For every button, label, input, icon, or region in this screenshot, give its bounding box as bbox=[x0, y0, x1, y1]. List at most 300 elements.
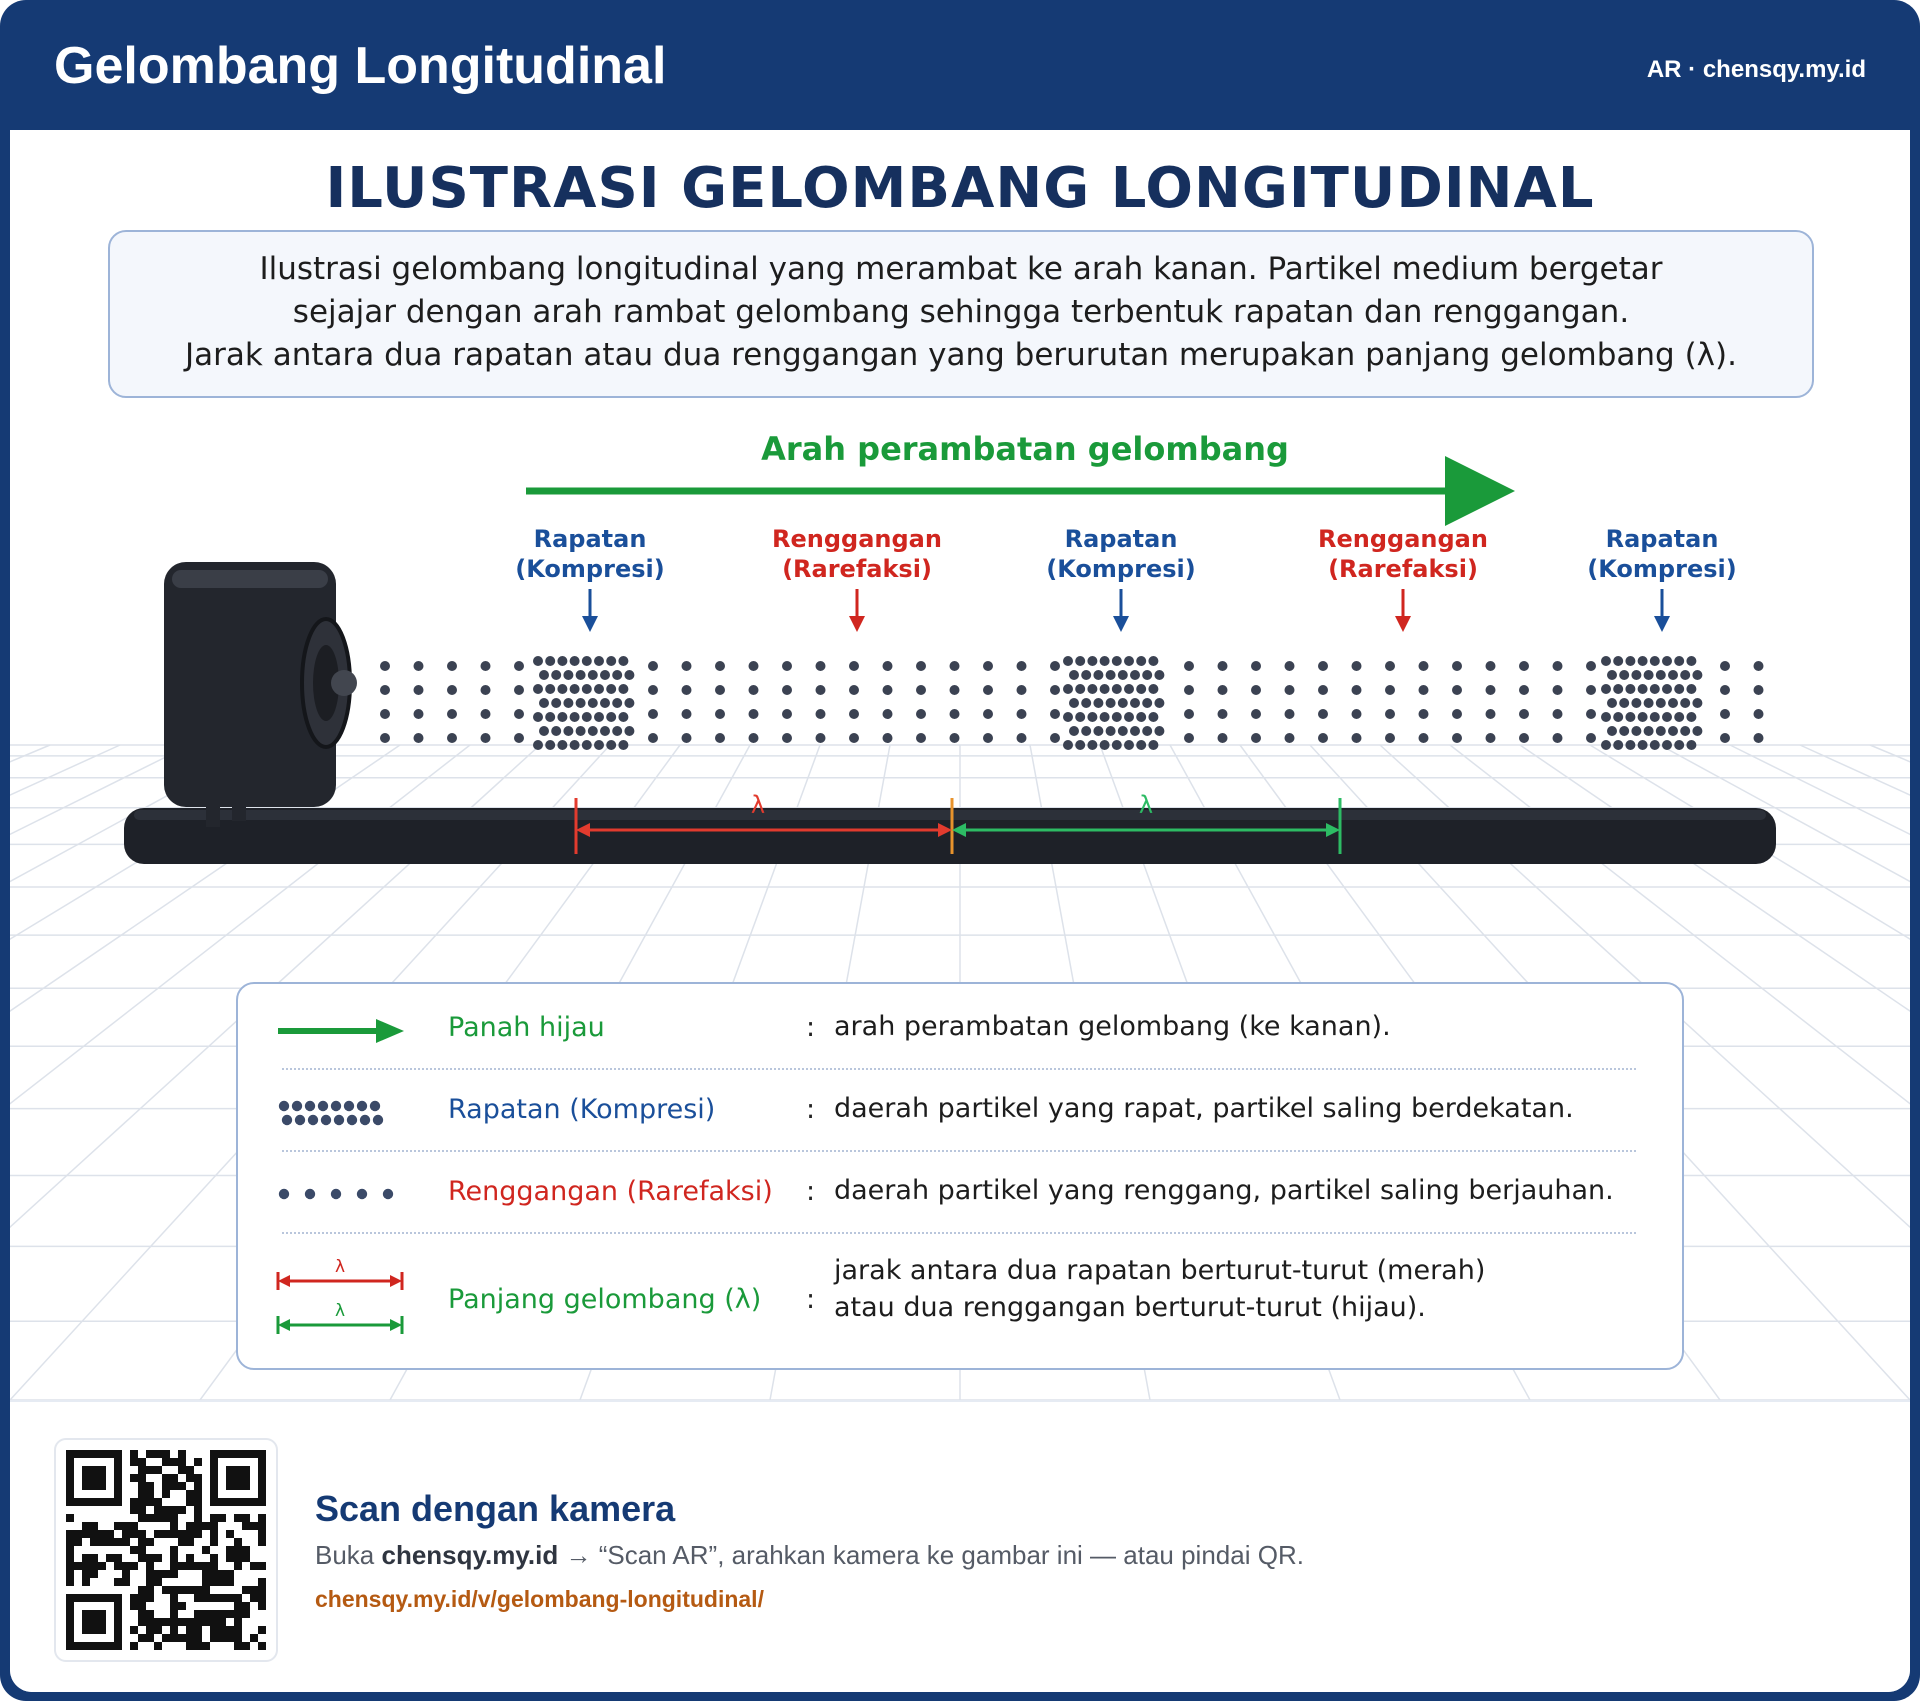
particle-dot bbox=[715, 709, 725, 719]
particle-dot bbox=[447, 709, 457, 719]
icon-dot bbox=[305, 1101, 315, 1111]
qr-module bbox=[226, 1594, 234, 1602]
qr-module bbox=[146, 1450, 154, 1458]
qr-module bbox=[138, 1538, 146, 1546]
compressed-particle bbox=[1069, 726, 1079, 736]
compressed-particle bbox=[1124, 656, 1134, 666]
content-panel bbox=[10, 130, 1910, 1692]
compressed-particle bbox=[1613, 684, 1623, 694]
sparse-particles-icon bbox=[276, 1178, 396, 1212]
particle-dot bbox=[883, 661, 893, 671]
compressed-particle bbox=[1607, 698, 1617, 708]
particle-dot bbox=[1318, 709, 1328, 719]
compressed-particle bbox=[582, 712, 592, 722]
particle-dot bbox=[1285, 733, 1295, 743]
compressed-particle bbox=[1069, 698, 1079, 708]
compressed-particle bbox=[1607, 726, 1617, 736]
particle-dot bbox=[514, 709, 524, 719]
pointer-head bbox=[1113, 616, 1129, 632]
compressed-particle bbox=[588, 670, 598, 680]
particle-dot bbox=[1050, 709, 1060, 719]
compressed-particle bbox=[1136, 684, 1146, 694]
description-line: Ilustrasi gelombang longitudinal yang merambat ke arah kanan. Partikel medium bergetar bbox=[259, 251, 1663, 287]
qr-module bbox=[194, 1530, 202, 1538]
qr-module bbox=[194, 1618, 202, 1626]
particle-dot bbox=[1385, 709, 1395, 719]
qr-module bbox=[250, 1634, 258, 1642]
qr-module bbox=[170, 1546, 178, 1554]
icon-dot bbox=[357, 1101, 367, 1111]
qr-module bbox=[146, 1482, 154, 1490]
legend-row-wavelength bbox=[238, 1254, 1686, 1350]
qr-module bbox=[194, 1586, 202, 1594]
compressed-particle bbox=[618, 684, 628, 694]
compressed-particle bbox=[1686, 740, 1696, 750]
qr-module bbox=[154, 1498, 162, 1506]
particle-dot bbox=[1285, 709, 1295, 719]
compressed-particle bbox=[582, 656, 592, 666]
qr-module bbox=[154, 1450, 162, 1458]
compressed-particle bbox=[600, 698, 610, 708]
qr-module bbox=[146, 1618, 154, 1626]
qr-module bbox=[178, 1458, 186, 1466]
qr-code-icon[interactable] bbox=[66, 1450, 266, 1650]
icon-dot bbox=[282, 1115, 292, 1125]
legend-colon: : bbox=[806, 1284, 816, 1315]
compressed-particle bbox=[545, 740, 555, 750]
particle-dot bbox=[481, 709, 491, 719]
qr-module bbox=[74, 1530, 82, 1538]
compressed-particle bbox=[1674, 740, 1684, 750]
qr-module bbox=[90, 1554, 98, 1562]
qr-module bbox=[154, 1514, 162, 1522]
compressed-particle bbox=[1093, 726, 1103, 736]
particle-dot bbox=[1586, 661, 1596, 671]
qr-module bbox=[210, 1618, 218, 1626]
compressed-particle bbox=[1063, 656, 1073, 666]
icon-dot bbox=[383, 1189, 393, 1199]
qr-module bbox=[114, 1562, 122, 1570]
compressed-particle bbox=[1081, 698, 1091, 708]
qr-module bbox=[194, 1458, 202, 1466]
label-line: (Rarefaksi) bbox=[1328, 555, 1478, 583]
compressed-particle bbox=[588, 726, 598, 736]
compressed-particle bbox=[1650, 656, 1660, 666]
compressed-particle bbox=[551, 670, 561, 680]
qr-module bbox=[210, 1538, 218, 1546]
qr-module bbox=[194, 1474, 202, 1482]
qr-module bbox=[98, 1530, 106, 1538]
particle-dot bbox=[1352, 661, 1362, 671]
qr-module bbox=[242, 1642, 250, 1650]
qr-module bbox=[146, 1490, 154, 1498]
compressed-particle bbox=[545, 656, 555, 666]
qr-module bbox=[162, 1450, 170, 1458]
qr-module bbox=[194, 1594, 202, 1602]
qr-module bbox=[146, 1554, 154, 1562]
particle-dot bbox=[916, 733, 926, 743]
qr-module bbox=[82, 1522, 90, 1530]
particle-dot bbox=[715, 733, 725, 743]
qr-module bbox=[210, 1514, 218, 1522]
qr-module bbox=[258, 1562, 266, 1570]
particle-dot bbox=[1318, 733, 1328, 743]
compressed-particle bbox=[1625, 740, 1635, 750]
qr-module bbox=[106, 1554, 114, 1562]
wavelength-icon bbox=[276, 1254, 408, 1346]
particle-dot bbox=[782, 733, 792, 743]
legend-term: Panjang gelombang (λ) bbox=[448, 1284, 762, 1315]
qr-module bbox=[186, 1490, 194, 1498]
compressed-particle bbox=[1686, 712, 1696, 722]
compressed-particle bbox=[1601, 684, 1611, 694]
qr-module bbox=[258, 1602, 266, 1610]
qr-module bbox=[186, 1554, 194, 1562]
particle-dot bbox=[782, 709, 792, 719]
qr-module bbox=[218, 1626, 226, 1634]
qr-module bbox=[130, 1458, 138, 1466]
qr-module bbox=[82, 1530, 90, 1538]
qr-module bbox=[234, 1594, 242, 1602]
particle-dot bbox=[1519, 733, 1529, 743]
qr-module bbox=[218, 1570, 226, 1578]
qr-module bbox=[258, 1626, 266, 1634]
compressed-particle bbox=[1644, 698, 1654, 708]
qr-module bbox=[226, 1554, 234, 1562]
icon-dot bbox=[279, 1189, 289, 1199]
particle-dot bbox=[816, 733, 826, 743]
pointer-head bbox=[582, 616, 598, 632]
compressed-particle bbox=[1613, 656, 1623, 666]
particle-dot bbox=[1720, 709, 1730, 719]
compressed-particle bbox=[1118, 698, 1128, 708]
qr-module bbox=[210, 1554, 218, 1562]
compressed-particle bbox=[1124, 740, 1134, 750]
particle-dot bbox=[849, 733, 859, 743]
qr-module bbox=[234, 1626, 242, 1634]
direction-label: Arah perambatan gelombang bbox=[761, 430, 1289, 468]
icon-dot bbox=[334, 1115, 344, 1125]
qr-module bbox=[178, 1634, 186, 1642]
icon-dot bbox=[279, 1101, 289, 1111]
icon-dot bbox=[373, 1115, 383, 1125]
qr-module bbox=[218, 1578, 226, 1586]
particle-dot bbox=[648, 709, 658, 719]
compressed-particle bbox=[624, 698, 634, 708]
compressed-particle bbox=[1644, 726, 1654, 736]
qr-module bbox=[66, 1546, 74, 1554]
particle-dot bbox=[1486, 733, 1496, 743]
compressed-particle bbox=[539, 698, 549, 708]
icon-dot bbox=[321, 1115, 331, 1125]
compressed-particle bbox=[1124, 684, 1134, 694]
qr-module bbox=[162, 1618, 170, 1626]
qr-module bbox=[242, 1610, 250, 1618]
qr-module bbox=[162, 1634, 170, 1642]
qr-module bbox=[234, 1562, 242, 1570]
illustration bbox=[10, 130, 1910, 1400]
lambda-red-label: λ bbox=[750, 791, 766, 819]
particle-dot bbox=[1184, 685, 1194, 695]
particle-dot bbox=[715, 661, 725, 671]
dense-particles-icon bbox=[276, 1096, 396, 1130]
compressed-particle bbox=[1154, 698, 1164, 708]
particle-dot bbox=[1419, 685, 1429, 695]
qr-module bbox=[162, 1482, 170, 1490]
particle-dot bbox=[1519, 709, 1529, 719]
particle-dot bbox=[414, 661, 424, 671]
particle-dot bbox=[1452, 661, 1462, 671]
compressed-particle bbox=[563, 670, 573, 680]
qr-module bbox=[186, 1634, 194, 1642]
compressed-particle bbox=[533, 684, 543, 694]
compressed-particle bbox=[1063, 740, 1073, 750]
legend-term: Renggangan (Rarefaksi) bbox=[448, 1176, 773, 1207]
particle-dot bbox=[782, 685, 792, 695]
particle-dot bbox=[1218, 709, 1228, 719]
qr-module bbox=[210, 1578, 218, 1586]
compressed-particle bbox=[1674, 712, 1684, 722]
compressed-particle bbox=[1692, 698, 1702, 708]
qr-module bbox=[130, 1506, 138, 1514]
qr-module bbox=[202, 1570, 210, 1578]
qr-module bbox=[82, 1578, 90, 1586]
compressed-particle bbox=[1674, 656, 1684, 666]
compressed-particle bbox=[1607, 670, 1617, 680]
qr-module bbox=[258, 1538, 266, 1546]
qr-module bbox=[66, 1562, 74, 1570]
qr-module bbox=[90, 1538, 98, 1546]
scan-instructions bbox=[315, 1540, 1304, 1571]
qr-module bbox=[210, 1522, 218, 1530]
qr-module bbox=[250, 1586, 258, 1594]
particle-dot bbox=[1486, 661, 1496, 671]
compressed-particle bbox=[1136, 712, 1146, 722]
particle-dot bbox=[1352, 709, 1362, 719]
compressed-particle bbox=[570, 712, 580, 722]
qr-module bbox=[162, 1530, 170, 1538]
compressed-particle bbox=[1130, 670, 1140, 680]
particle-dot bbox=[1385, 733, 1395, 743]
qr-module bbox=[178, 1482, 186, 1490]
compressed-particle bbox=[570, 656, 580, 666]
compressed-particle bbox=[606, 712, 616, 722]
particle-dot bbox=[816, 709, 826, 719]
compressed-particle bbox=[1148, 656, 1158, 666]
qr-module bbox=[170, 1562, 178, 1570]
header-bar bbox=[0, 0, 1920, 130]
qr-card[interactable] bbox=[54, 1438, 278, 1662]
qr-module bbox=[258, 1530, 266, 1538]
particle-dot bbox=[1017, 661, 1027, 671]
compressed-particle bbox=[1112, 656, 1122, 666]
qr-module bbox=[154, 1466, 162, 1474]
qr-module bbox=[146, 1586, 154, 1594]
qr-module bbox=[250, 1594, 258, 1602]
qr-module bbox=[130, 1450, 138, 1458]
compressed-particle bbox=[1680, 726, 1690, 736]
compressed-particle bbox=[1662, 656, 1672, 666]
qr-module bbox=[242, 1514, 250, 1522]
compressed-particle bbox=[1130, 698, 1140, 708]
compressed-particle bbox=[576, 698, 586, 708]
compressed-particle bbox=[1112, 740, 1122, 750]
qr-module bbox=[234, 1554, 242, 1562]
particle-dot bbox=[1251, 709, 1261, 719]
compressed-particle bbox=[1124, 712, 1134, 722]
illustration-title: ILUSTRASI GELOMBANG LONGITUDINAL bbox=[325, 156, 1595, 221]
particle-dot bbox=[849, 685, 859, 695]
scan-title: Scan dengan kamera bbox=[315, 1488, 676, 1529]
particle-dot bbox=[1017, 709, 1027, 719]
compressed-particle bbox=[594, 712, 604, 722]
qr-module bbox=[234, 1514, 242, 1522]
qr-module bbox=[170, 1626, 178, 1634]
compressed-particle bbox=[1087, 656, 1097, 666]
label-line: (Kompresi) bbox=[1587, 555, 1737, 583]
compressed-particle bbox=[1118, 670, 1128, 680]
compressed-particle bbox=[582, 740, 592, 750]
qr-module bbox=[178, 1466, 186, 1474]
compressed-particle bbox=[618, 712, 628, 722]
legend-separator bbox=[282, 1068, 1636, 1070]
legend-row-arrow bbox=[238, 1012, 1686, 1052]
compressed-particle bbox=[1692, 670, 1702, 680]
compressed-particle bbox=[1100, 656, 1110, 666]
compressed-particle bbox=[1650, 712, 1660, 722]
compressed-particle bbox=[551, 698, 561, 708]
qr-module bbox=[162, 1570, 170, 1578]
compressed-particle bbox=[1662, 712, 1672, 722]
qr-module bbox=[170, 1474, 178, 1482]
particle-dot bbox=[1218, 661, 1228, 671]
qr-module bbox=[162, 1506, 170, 1514]
qr-module bbox=[170, 1618, 178, 1626]
compressed-particle bbox=[1148, 712, 1158, 722]
compressed-particle bbox=[1106, 726, 1116, 736]
compressed-particle bbox=[624, 670, 634, 680]
qr-module bbox=[122, 1570, 130, 1578]
qr-module bbox=[138, 1554, 146, 1562]
compressed-particle bbox=[1619, 726, 1629, 736]
compressed-particle bbox=[1680, 670, 1690, 680]
compressed-particle bbox=[1081, 670, 1091, 680]
compressed-particle bbox=[606, 740, 616, 750]
label-line: (Kompresi) bbox=[1046, 555, 1196, 583]
qr-module bbox=[210, 1570, 218, 1578]
qr-module bbox=[146, 1538, 154, 1546]
qr-module bbox=[194, 1522, 202, 1530]
qr-module bbox=[146, 1562, 154, 1570]
compressed-particle bbox=[1656, 670, 1666, 680]
particle-dot bbox=[1318, 685, 1328, 695]
qr-module bbox=[178, 1530, 186, 1538]
qr-module bbox=[170, 1514, 178, 1522]
compressed-particle bbox=[1136, 740, 1146, 750]
compressed-particle bbox=[1087, 740, 1097, 750]
particle-dot bbox=[447, 685, 457, 695]
qr-module bbox=[138, 1530, 146, 1538]
particle-dot bbox=[682, 685, 692, 695]
qr-module bbox=[234, 1642, 242, 1650]
compressed-particle bbox=[1668, 726, 1678, 736]
compressed-particle bbox=[612, 670, 622, 680]
qr-module bbox=[258, 1642, 266, 1650]
compressed-particle bbox=[1656, 698, 1666, 708]
qr-module bbox=[154, 1506, 162, 1514]
compressed-particle bbox=[1656, 726, 1666, 736]
compressed-particle bbox=[1650, 740, 1660, 750]
particle-dot bbox=[816, 661, 826, 671]
qr-module bbox=[186, 1586, 194, 1594]
qr-module bbox=[186, 1522, 194, 1530]
compressed-particle bbox=[557, 712, 567, 722]
qr-module bbox=[138, 1610, 146, 1618]
qr-module bbox=[90, 1530, 98, 1538]
particle-dot bbox=[1754, 661, 1764, 671]
compressed-particle bbox=[1075, 712, 1085, 722]
qr-module bbox=[146, 1610, 154, 1618]
qr-module bbox=[154, 1578, 162, 1586]
qr-module bbox=[234, 1602, 242, 1610]
qr-module bbox=[114, 1554, 122, 1562]
particle-dot bbox=[380, 709, 390, 719]
app-title: Gelombang Longitudinal bbox=[54, 37, 667, 95]
legend-def: jarak antara dua rapatan berturut-turut (merah) bbox=[834, 1255, 1486, 1286]
qr-module bbox=[226, 1578, 234, 1586]
compressed-particle bbox=[545, 712, 555, 722]
icon-dot bbox=[295, 1115, 305, 1125]
compressed-particle bbox=[1100, 684, 1110, 694]
particle-dot bbox=[816, 685, 826, 695]
qr-module bbox=[146, 1514, 154, 1522]
qr-module bbox=[122, 1578, 130, 1586]
particle-dot bbox=[749, 661, 759, 671]
compressed-particle bbox=[570, 740, 580, 750]
qr-module bbox=[170, 1482, 178, 1490]
compressed-particle bbox=[563, 726, 573, 736]
qr-module bbox=[218, 1610, 226, 1618]
icon-dot bbox=[308, 1115, 318, 1125]
scan-url-link[interactable]: chensqy.my.id/v/gelombang-longitudinal/ bbox=[315, 1586, 764, 1612]
compressed-particle bbox=[1686, 684, 1696, 694]
qr-module bbox=[202, 1642, 210, 1650]
particle-dot bbox=[1352, 685, 1362, 695]
qr-module bbox=[210, 1530, 218, 1538]
site-tag[interactable]: AR · chensqy.my.id bbox=[1646, 56, 1866, 83]
particle-dot bbox=[447, 661, 457, 671]
qr-module bbox=[130, 1602, 138, 1610]
label-compression-2 bbox=[1001, 524, 1241, 584]
qr-module bbox=[258, 1586, 266, 1594]
compressed-particle bbox=[545, 684, 555, 694]
compressed-particle bbox=[1668, 670, 1678, 680]
particle-dot bbox=[883, 685, 893, 695]
legend-colon: : bbox=[806, 1176, 816, 1207]
compressed-particle bbox=[557, 684, 567, 694]
compressed-particle bbox=[1081, 726, 1091, 736]
compressed-particle bbox=[557, 656, 567, 666]
compressed-particle bbox=[612, 698, 622, 708]
icon-dot bbox=[370, 1101, 380, 1111]
qr-module bbox=[146, 1634, 154, 1642]
qr-module bbox=[66, 1570, 74, 1578]
particle-dot bbox=[1352, 733, 1362, 743]
legend-row-rarefaction bbox=[238, 1176, 1686, 1216]
qr-module bbox=[210, 1594, 218, 1602]
compressed-particle bbox=[1093, 698, 1103, 708]
compressed-particle bbox=[1644, 670, 1654, 680]
